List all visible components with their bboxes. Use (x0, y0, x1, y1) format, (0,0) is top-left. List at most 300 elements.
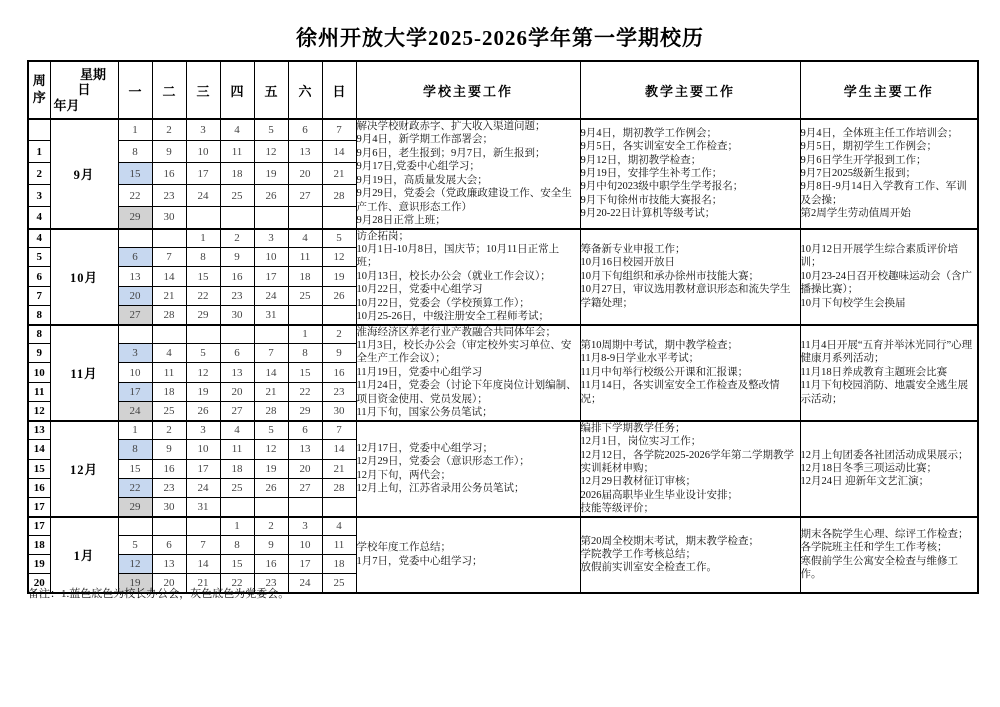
day-cell: 6 (118, 248, 152, 267)
work-line: 访企拓岗； (356, 230, 409, 242)
day-cell: 12 (322, 248, 356, 267)
day-cell: 8 (288, 344, 322, 363)
work-line: 12月29日教材征订审核； (580, 476, 696, 488)
work-line: 学校年度工作总结； (356, 542, 451, 554)
day-cell: 18 (220, 459, 254, 478)
day-cell: 14 (186, 555, 220, 574)
day-header-thu: 四 (220, 61, 254, 119)
work-line: 第20周全校期末考试，期末教学检查； (580, 535, 759, 547)
work-line: 9月中旬2023级中职学生学考报名； (580, 181, 744, 193)
day-cell: 2 (152, 119, 186, 141)
day-cell: 30 (220, 305, 254, 324)
week-number: 7 (28, 286, 50, 305)
work-line: 学院教学工作考核总结； (580, 548, 696, 560)
work-line: 9月29日，党委会（党政廉政建设工作、安全生产工作、意识形态工作） (356, 188, 572, 213)
day-cell: 14 (322, 141, 356, 163)
day-cell: 24 (186, 478, 220, 497)
day-cell: 14 (322, 440, 356, 459)
month-label: 1月 (50, 517, 118, 593)
day-cell: 23 (152, 478, 186, 497)
day-header-sun: 日 (322, 61, 356, 119)
day-cell (220, 325, 254, 344)
week-number (28, 119, 50, 141)
student-work-cell (800, 119, 978, 229)
day-cell: 23 (322, 382, 356, 401)
work-line: 第10周期中考试，期中教学检查； (580, 340, 738, 351)
work-line: 解决学校财政赤字、扩大收入渠道问题； (356, 121, 546, 132)
day-cell: 12 (254, 141, 288, 163)
day-header-mon: 一 (118, 61, 152, 119)
week-number: 17 (28, 517, 50, 536)
work-line: 寒假前学生公寓安全检查与维修工作。 (800, 555, 958, 581)
calendar-row (28, 325, 978, 344)
day-cell: 29 (118, 497, 152, 516)
day-cell: 8 (118, 440, 152, 459)
day-cell: 19 (322, 267, 356, 286)
work-line: 9月17日,党委中心组学习； (356, 161, 480, 173)
work-line: 12月24日 迎新年文艺汇演； (800, 476, 930, 488)
work-line: 9月4日，全体班主任工作培训会； (800, 127, 958, 139)
school-work-cell (356, 229, 580, 325)
day-cell: 21 (322, 459, 356, 478)
day-cell: 7 (322, 119, 356, 141)
week-number: 11 (28, 382, 50, 401)
day-cell: 6 (288, 421, 322, 440)
day-cell: 14 (254, 363, 288, 382)
footnote: 备注：1.蓝色底色为校长办公会，灰色底色为党委会。 (28, 588, 290, 600)
day-cell: 20 (152, 574, 186, 593)
day-cell: 2 (220, 229, 254, 248)
day-cell: 5 (118, 536, 152, 555)
day-cell: 6 (152, 536, 186, 555)
day-cell: 25 (288, 286, 322, 305)
week-number: 19 (28, 555, 50, 574)
day-cell: 18 (322, 555, 356, 574)
day-cell: 11 (322, 536, 356, 555)
week-number: 1 (28, 141, 50, 163)
corner-weekday-label: 星期 (79, 66, 106, 82)
work-line: 11月24日，党委会（讨论下年度岗位计划编制、项目资金使用、党员发展）； (356, 380, 577, 405)
school-work-header: 学校主要工作 (356, 61, 580, 119)
work-line: 12月下旬，两代会； (356, 469, 451, 481)
day-cell (254, 207, 288, 229)
day-cell: 15 (186, 267, 220, 286)
day-cell: 19 (254, 459, 288, 478)
week-number: 8 (28, 305, 50, 324)
month-label: 9月 (50, 119, 118, 229)
work-line: 10月16日校园开放日 (580, 257, 675, 269)
day-header-fri: 五 (254, 61, 288, 119)
day-cell: 9 (152, 440, 186, 459)
work-line: 9月下旬徐州市技能大赛报名； (580, 194, 723, 206)
work-line: 期末各院学生心理、综评工作检查； (800, 528, 969, 540)
work-line: 9月28日正常上班； (356, 215, 446, 227)
day-cell: 22 (118, 185, 152, 207)
day-cell (186, 207, 220, 229)
school-work-cell (356, 421, 580, 517)
day-cell: 17 (254, 267, 288, 286)
day-cell: 8 (220, 536, 254, 555)
work-line: 10月25-26日，中级注册安全工程师考试； (356, 311, 549, 323)
work-line: 12月1日，岗位实习工作； (580, 436, 702, 448)
day-cell (254, 325, 288, 344)
day-cell: 18 (220, 163, 254, 185)
corner-yearmonth-label: 年月 (53, 97, 80, 113)
work-line: 11月下旬校园消防、地震安全逃生展示活动； (800, 380, 969, 405)
month-label: 11月 (50, 325, 118, 421)
day-cell: 28 (322, 478, 356, 497)
work-line: 9月5日，各实训室安全工作检查； (580, 141, 738, 153)
day-cell (118, 229, 152, 248)
day-cell (152, 325, 186, 344)
day-cell: 16 (220, 267, 254, 286)
day-cell: 15 (118, 163, 152, 185)
day-cell: 3 (186, 119, 220, 141)
work-line: 11月19日，党委中心组学习 (356, 366, 483, 378)
work-line: 淮海经济区养老行业产教融合共同体年会； (356, 326, 556, 338)
day-cell: 7 (322, 421, 356, 440)
school-work-cell (356, 325, 580, 421)
work-line: 9月4日，期初教学工作例会； (580, 127, 717, 139)
work-line: 10月1日-10月8日，国庆节；10月11日正常上班； (356, 243, 560, 269)
day-cell: 22 (118, 478, 152, 497)
week-number: 17 (28, 497, 50, 516)
day-cell: 18 (288, 267, 322, 286)
day-cell: 4 (152, 344, 186, 363)
day-cell: 13 (288, 440, 322, 459)
work-line: 12月17日，党委中心组学习； (356, 442, 493, 454)
day-cell (186, 325, 220, 344)
day-cell: 28 (322, 185, 356, 207)
day-cell (118, 517, 152, 536)
day-cell: 11 (220, 141, 254, 163)
day-cell: 10 (186, 141, 220, 163)
day-cell: 21 (186, 574, 220, 593)
day-cell: 3 (118, 344, 152, 363)
day-header-sat: 六 (288, 61, 322, 119)
work-line: 11月18日养成教育主题班会比赛 (800, 366, 948, 378)
week-number: 20 (28, 574, 50, 593)
day-cell: 16 (322, 363, 356, 382)
day-cell: 31 (186, 497, 220, 516)
day-cell: 5 (186, 344, 220, 363)
day-cell: 19 (186, 382, 220, 401)
teaching-work-cell (580, 325, 800, 421)
day-cell: 24 (186, 185, 220, 207)
work-line: 技能等级评价； (580, 503, 654, 515)
work-line: 9月6日学生开学报到工作； (800, 154, 927, 166)
week-number: 2 (28, 163, 50, 185)
day-cell: 23 (220, 286, 254, 305)
day-cell: 24 (254, 286, 288, 305)
work-line: 12月18日冬季三项运动比赛； (800, 462, 937, 474)
student-work-cell (800, 517, 978, 593)
day-cell: 9 (322, 344, 356, 363)
day-cell: 26 (186, 401, 220, 420)
work-line: 10月13日，校长办公会（就业工作会议）； (356, 270, 551, 282)
student-work-cell (800, 325, 978, 421)
day-cell: 20 (288, 459, 322, 478)
work-line: 9月20-22日计算机等级考试； (580, 208, 716, 220)
week-number: 4 (28, 229, 50, 248)
day-cell: 11 (288, 248, 322, 267)
day-cell: 23 (152, 185, 186, 207)
work-line: 9月5日，期初学生工作例会； (800, 141, 937, 153)
day-cell: 30 (152, 497, 186, 516)
day-cell: 4 (322, 517, 356, 536)
day-cell (322, 305, 356, 324)
week-column-header: 周序 (28, 61, 50, 119)
day-cell: 29 (118, 207, 152, 229)
day-cell: 3 (288, 517, 322, 536)
work-line: 9月7日2025级新生报到； (800, 168, 916, 180)
day-cell: 2 (322, 325, 356, 344)
day-cell (288, 497, 322, 516)
day-cell: 17 (186, 163, 220, 185)
day-cell (254, 497, 288, 516)
day-cell (152, 517, 186, 536)
week-number: 10 (28, 363, 50, 382)
day-cell: 1 (118, 421, 152, 440)
day-cell: 27 (220, 401, 254, 420)
school-work-cell (356, 119, 580, 229)
calendar-row (28, 517, 978, 536)
day-cell: 24 (288, 574, 322, 593)
day-cell: 12 (254, 440, 288, 459)
day-cell: 25 (220, 478, 254, 497)
work-line: 2026届高职毕业生毕业设计安排； (580, 489, 738, 501)
day-cell: 13 (288, 141, 322, 163)
student-work-cell (800, 421, 978, 517)
day-cell: 16 (152, 163, 186, 185)
work-line: 11月中旬举行校级公开课和汇报课； (580, 366, 749, 378)
day-cell: 13 (220, 363, 254, 382)
day-cell: 31 (254, 305, 288, 324)
work-line: 12月29日，党委会（意识形态工作）； (356, 456, 530, 468)
day-cell (322, 497, 356, 516)
corner-day-label: 日 (77, 82, 91, 98)
day-cell: 5 (254, 421, 288, 440)
school-work-cell (356, 517, 580, 593)
teaching-work-cell (580, 119, 800, 229)
work-line: 11月3日，校长办公会（审定校外实习单位、安全生产工作会议）； (356, 340, 572, 365)
day-cell: 24 (118, 401, 152, 420)
day-cell: 30 (322, 401, 356, 420)
day-cell: 9 (152, 141, 186, 163)
day-cell: 26 (322, 286, 356, 305)
calendar-row (28, 229, 978, 248)
week-number: 4 (28, 207, 50, 229)
work-line: 11月8-9日学业水平考试； (580, 353, 700, 365)
work-line: 11月14日，各实训室安全工作检查及整改情况； (580, 380, 780, 405)
day-cell: 4 (288, 229, 322, 248)
calendar-row (28, 421, 978, 440)
day-cell: 22 (288, 382, 322, 401)
day-cell: 19 (118, 574, 152, 593)
day-cell: 22 (186, 286, 220, 305)
day-cell: 7 (186, 536, 220, 555)
day-cell: 23 (254, 574, 288, 593)
work-line: 9月19日，安排学生补考工作； (580, 168, 723, 180)
work-line: 12月上旬，江苏省录用公务员笔试； (356, 483, 525, 495)
day-cell: 19 (254, 163, 288, 185)
work-line: 10月22日，党委中心组学习 (356, 284, 483, 296)
corner-header (50, 61, 118, 119)
day-cell: 12 (118, 555, 152, 574)
day-cell: 2 (152, 421, 186, 440)
work-line: 筹备新专业申报工作； (580, 243, 686, 255)
day-cell: 10 (254, 248, 288, 267)
work-line: 9月4日，新学期工作部署会； (356, 134, 493, 146)
day-cell: 20 (288, 163, 322, 185)
day-cell: 1 (288, 325, 322, 344)
week-number: 3 (28, 185, 50, 207)
day-cell: 28 (254, 401, 288, 420)
day-cell: 22 (220, 574, 254, 593)
day-cell: 26 (254, 185, 288, 207)
day-cell: 27 (288, 478, 322, 497)
week-number: 5 (28, 248, 50, 267)
day-header-wed: 三 (186, 61, 220, 119)
calendar-table (27, 60, 979, 594)
work-line: 10月22日，党委会（学校预算工作）； (356, 297, 530, 309)
teaching-work-cell (580, 517, 800, 593)
day-cell: 25 (322, 574, 356, 593)
day-cell: 17 (118, 382, 152, 401)
day-cell: 20 (220, 382, 254, 401)
week-number: 9 (28, 344, 50, 363)
student-work-cell (800, 229, 978, 325)
day-cell: 17 (288, 555, 322, 574)
month-label: 10月 (50, 229, 118, 325)
day-cell: 10 (186, 440, 220, 459)
day-cell: 14 (152, 267, 186, 286)
day-cell (322, 207, 356, 229)
work-line: 编排下学期教学任务； (580, 422, 686, 434)
day-cell (118, 325, 152, 344)
work-line: 11月4日开展“五育并举沐光同行”心理健康月系列活动； (800, 340, 973, 365)
day-cell: 30 (152, 207, 186, 229)
day-cell: 1 (220, 517, 254, 536)
header-row (28, 61, 978, 119)
day-cell: 3 (186, 421, 220, 440)
work-line: 12月12日，各学院2025-2026学年第二学期教学实训耗材申购； (580, 449, 794, 474)
day-cell: 8 (186, 248, 220, 267)
day-cell: 18 (152, 382, 186, 401)
day-cell: 16 (254, 555, 288, 574)
day-cell (152, 229, 186, 248)
day-cell: 27 (288, 185, 322, 207)
day-cell: 25 (152, 401, 186, 420)
day-cell: 6 (220, 344, 254, 363)
day-cell: 9 (254, 536, 288, 555)
work-line: 11月下旬，国家公务员笔试； (356, 407, 493, 419)
day-cell: 6 (288, 119, 322, 141)
day-cell: 5 (254, 119, 288, 141)
teaching-work-cell (580, 421, 800, 517)
calendar-row (28, 119, 978, 141)
day-cell: 3 (254, 229, 288, 248)
work-line: 10月下旬组织和承办徐州市技能大赛； (580, 270, 759, 282)
day-cell (220, 207, 254, 229)
day-cell: 10 (288, 536, 322, 555)
day-cell: 20 (118, 286, 152, 305)
week-number: 8 (28, 325, 50, 344)
day-cell: 12 (186, 363, 220, 382)
day-cell (288, 305, 322, 324)
day-cell: 29 (288, 401, 322, 420)
day-cell: 15 (118, 459, 152, 478)
week-number: 12 (28, 401, 50, 420)
work-line: 放假前实训室安全检查工作。 (580, 562, 717, 574)
work-line: 9月12日，期初教学检查； (580, 154, 702, 166)
month-label: 12月 (50, 421, 118, 517)
day-cell: 7 (152, 248, 186, 267)
work-line: 9月8日-9月14日入学教育工作、军训及会操； (800, 181, 967, 206)
day-cell: 7 (254, 344, 288, 363)
day-cell: 15 (220, 555, 254, 574)
week-number: 15 (28, 459, 50, 478)
day-header-tue: 二 (152, 61, 186, 119)
day-cell: 21 (152, 286, 186, 305)
day-cell (288, 207, 322, 229)
work-line: 9月19日，高质量发展大会； (356, 174, 488, 186)
work-line: 第2周学生劳动值周开始 (800, 208, 911, 220)
day-cell: 8 (118, 141, 152, 163)
teaching-work-header: 教学主要工作 (580, 61, 800, 119)
day-cell: 1 (118, 119, 152, 141)
work-line: 12月上旬团委各社团活动成果展示； (800, 449, 969, 461)
work-line: 9月6日，老生报到；9月7日，新生报到； (356, 147, 546, 159)
day-cell: 21 (322, 163, 356, 185)
day-cell: 4 (220, 119, 254, 141)
day-cell: 26 (254, 478, 288, 497)
week-number: 14 (28, 440, 50, 459)
teaching-work-cell (580, 229, 800, 325)
day-cell: 17 (186, 459, 220, 478)
work-line: 1月7日，党委中心组学习； (356, 555, 483, 567)
day-cell: 25 (220, 185, 254, 207)
day-cell: 2 (254, 517, 288, 536)
day-cell: 9 (220, 248, 254, 267)
day-cell: 27 (118, 305, 152, 324)
day-cell (220, 497, 254, 516)
work-line: 10月23-24日召开校趣味运动会（含广播操比赛）； (800, 270, 972, 296)
day-cell: 16 (152, 459, 186, 478)
day-cell: 10 (118, 363, 152, 382)
work-line: 各学院班主任和学生工作考核； (800, 542, 948, 554)
week-number: 18 (28, 536, 50, 555)
day-cell: 29 (186, 305, 220, 324)
day-cell: 5 (322, 229, 356, 248)
day-cell: 11 (220, 440, 254, 459)
work-line: 10月下旬校学生会换届 (800, 297, 906, 309)
day-cell: 13 (118, 267, 152, 286)
day-cell: 28 (152, 305, 186, 324)
page-title: 徐州开放大学2025-2026学年第一学期校历 (296, 26, 704, 50)
day-cell: 15 (288, 363, 322, 382)
week-number: 13 (28, 421, 50, 440)
day-cell: 1 (186, 229, 220, 248)
day-cell: 11 (152, 363, 186, 382)
week-number: 16 (28, 478, 50, 497)
work-line: 10月27日，审议选用教材意识形态和流失学生学籍处理； (580, 284, 791, 309)
day-cell: 13 (152, 555, 186, 574)
day-cell (186, 517, 220, 536)
day-cell: 4 (220, 421, 254, 440)
day-cell: 21 (254, 382, 288, 401)
student-work-header: 学生主要工作 (800, 61, 978, 119)
